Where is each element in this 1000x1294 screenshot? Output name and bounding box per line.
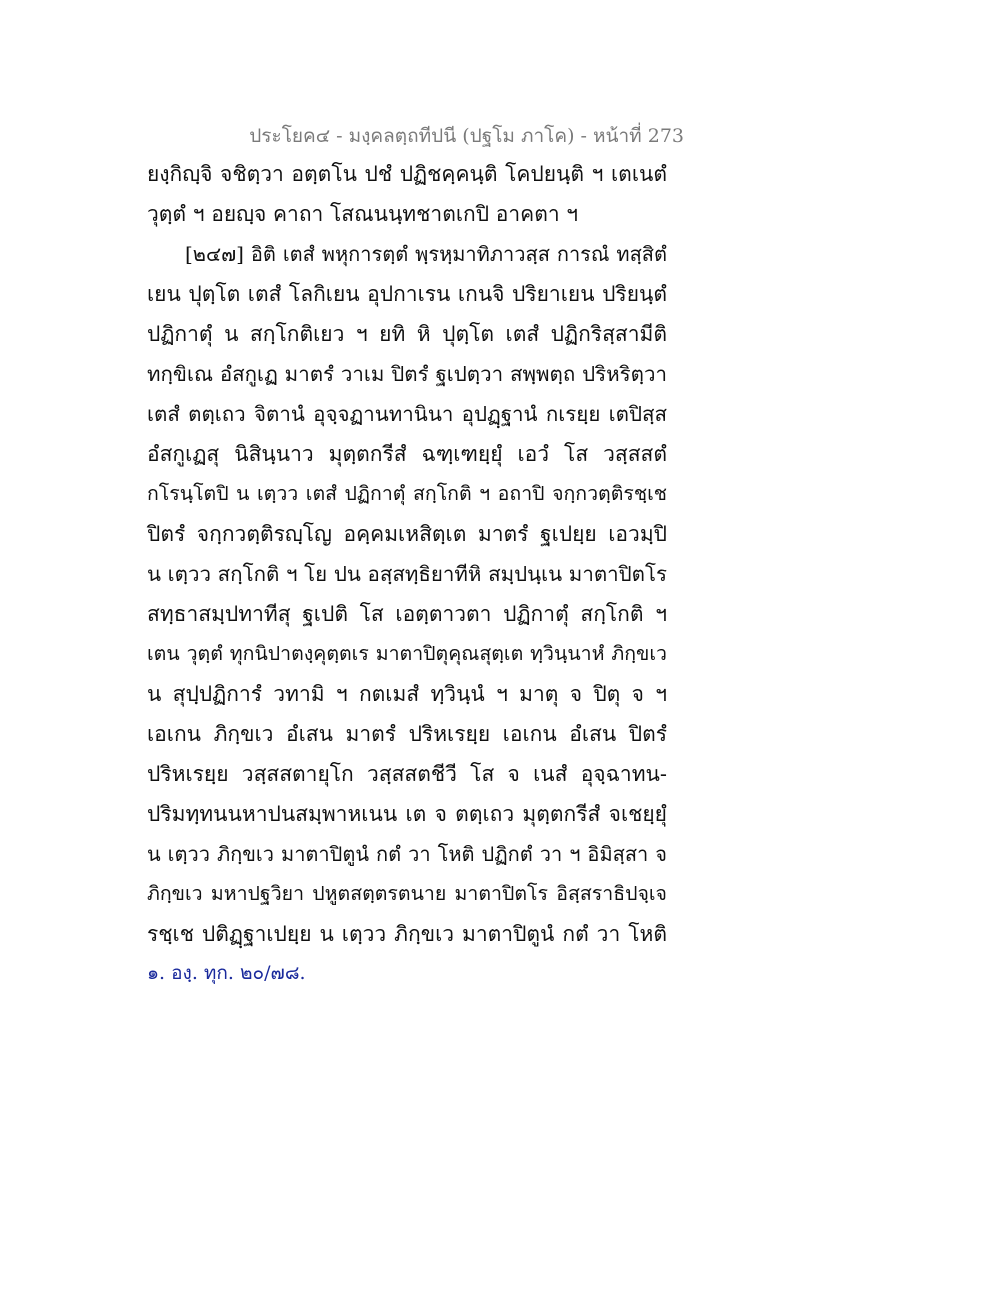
footnote: ๑. องฺ. ทุก. ๒๐/๗๘. — [147, 962, 306, 984]
text-line-16: ปริหเรยฺย วสฺสสตายุโก วสฺสสตชีวี โส จ เนสํ อุจฺฉาทน- — [147, 762, 667, 786]
page-header: ประโยค๔ - มงฺคลตฺถทีปนี (ปฐโม ภาโค) - หน้าที่ 273 — [249, 125, 684, 147]
text-line-1: ยงฺกิญฺจิ จชิตฺวา อตฺตโน ปชํ ปฏิชคฺคนฺติ โคปยนฺติ ฯ เตเนตํ — [147, 162, 667, 186]
text-line-5: ปฏิกาตุํ น สกฺโกติเยว ฯ ยทิ หิ ปุตฺโต เตสํ ปฏิกริสฺสามีติ — [147, 322, 667, 346]
text-line-8: อํสกูเฏสุ นิสินฺนาว มุตฺตกรีสํ ฉฑฺเฑยฺยุํ เอวํ โส วสฺสสตํ — [147, 442, 667, 466]
text-line-13-content: เตน วุตฺตํ ทุกนิปาตงฺคุตฺตเร มาตาปิตุคุณสุตฺเต ทฺวินฺนาหํ ภิกฺขเว — [147, 642, 667, 665]
paragraph-247-start: [๒๔๗] อิติ เตสํ พหุการตฺตํ พฺรหฺมาทิภาวสฺส การณํ ทสฺสิตํ — [185, 242, 667, 266]
text-line-9: กโรนฺโตปิ น เตฺวว เตสํ ปฏิกาตุํ สกฺโกติ ฯ อถาปิ จกฺกวตฺติรชฺเช — [147, 482, 667, 505]
text-line-20: รชฺเช ปติฏฺฐาเปยฺย น เตฺวว ภิกฺขเว มาตาปิตูนํ กตํ วา โหติ — [147, 922, 667, 946]
text-line-6: ทกฺขิเณ อํสกูเฏ มาตรํ วาเม ปิตรํ ฐเปตฺวา สพฺพตฺถ ปริหริตฺวา — [147, 362, 667, 386]
text-line-11: น เตฺวว สกฺโกติ ฯ โย ปน อสฺสทฺธิยาทีหิ สมฺปนฺเน มาตาปิตโร — [147, 562, 667, 586]
text-line-19: ภิกฺขเว มหาปฐวิยา ปหูตสตฺตรตนาย มาตาปิตโร อิสฺสราธิปจฺเจ — [147, 882, 667, 905]
text-line-4: เยน ปุตฺโต เตสํ โลกิเยน อุปกาเรน เกนจิ ปริยาเยน ปริยนฺตํ — [147, 282, 667, 306]
text-line-17: ปริมทฺทนนหาปนสมฺพาหเนน เต จ ตตฺเถว มุตฺตกรีสํ จเชยฺยุํ — [147, 802, 667, 826]
text-line-7: เตสํ ตตฺเถว จิตานํ อุจฺจฏานทานินา อุปฏฺฐานํ กเรยฺย เตปิสฺส — [147, 402, 667, 426]
text-line-12: สทฺธาสมฺปทาทีสุ ฐเปติ โส เอตฺตาวตา ปฏิกาตุํ สกฺโกติ ฯ — [147, 602, 667, 626]
body-text — [147, 158, 667, 988]
text-line-13 — [147, 638, 667, 678]
text-line-2: วุตฺตํ ฯ อยญฺจ คาถา โสณนนฺทชาตเกปิ อาคตา ฯ — [147, 202, 579, 226]
text-line-15: เอเกน ภิกฺขเว อํเสน มาตรํ ปริหเรยฺย เอเกน อํเสน ปิตรํ — [147, 722, 667, 746]
text-line-14: น สุปฺปฏิการํ วทามิ ฯ กตเมสํ ทฺวินฺนํ ฯ มาตุ จ ปิตุ จ ฯ — [147, 682, 667, 706]
text-line-18: น เตฺวว ภิกฺขเว มาตาปิตูนํ กตํ วา โหติ ปฏิกตํ วา ฯ อิมิสฺสา จ — [147, 842, 667, 866]
text-line-10: ปิตรํ จกฺกวตฺติรญฺโญ อคฺคมเหสิตฺเต มาตรํ ฐเปยฺย เอวมฺปิ — [147, 522, 667, 546]
